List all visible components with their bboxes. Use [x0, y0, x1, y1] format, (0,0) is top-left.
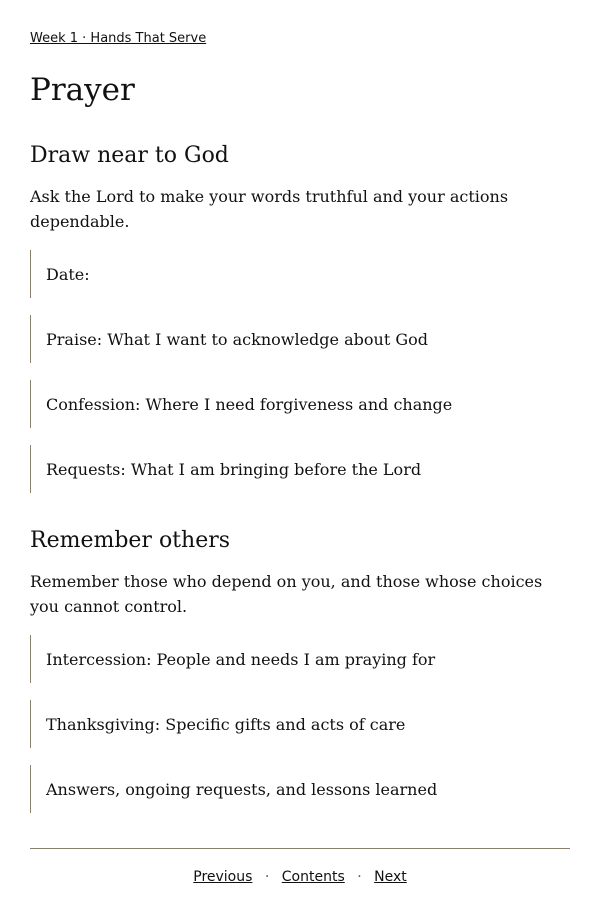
section-heading-remember-others: Remember others — [30, 528, 231, 553]
section-description-draw-near: Ask the Lord to make your words truthful and your actions dependable. — [30, 187, 509, 231]
prompt-confession[interactable] — [30, 380, 550, 428]
nav-separator: · — [264, 869, 270, 885]
prompt-label: Praise: What I want to acknowledge about God — [46, 329, 428, 349]
section-heading-draw-near: Draw near to God — [30, 143, 229, 168]
page-title: Prayer — [30, 72, 135, 108]
prompt-label: Answers, ongoing requests, and lessons learned — [46, 779, 438, 799]
prompt-answers[interactable] — [30, 765, 550, 813]
prompt-requests[interactable] — [30, 445, 550, 493]
nav-separator: · — [357, 869, 362, 885]
prompt-label: Requests: What I am bringing before the Lord — [46, 459, 422, 479]
footer-nav — [0, 869, 600, 885]
contents-link[interactable]: Contents — [281, 869, 345, 885]
prompt-intercession[interactable] — [30, 635, 550, 683]
prompt-label: Intercession: People and needs I am praying for — [46, 649, 436, 669]
footer-divider — [30, 848, 570, 849]
section-description-remember-others: Remember those who depend on you, and those whose choices you cannot control. — [30, 572, 543, 616]
prompt-label: Confession: Where I need forgiveness and change — [46, 394, 453, 414]
prompt-label: Date: — [46, 264, 90, 284]
previous-link[interactable]: Previous — [193, 869, 253, 885]
next-link[interactable]: Next — [374, 869, 407, 885]
prompt-label: Thanksgiving: Specific gifts and acts of care — [46, 714, 406, 734]
prompt-date[interactable] — [30, 250, 550, 298]
prompt-praise[interactable] — [30, 315, 550, 363]
breadcrumb-link[interactable]: Week 1 · Hands That Serve — [30, 31, 207, 46]
prompt-thanksgiving[interactable] — [30, 700, 550, 748]
